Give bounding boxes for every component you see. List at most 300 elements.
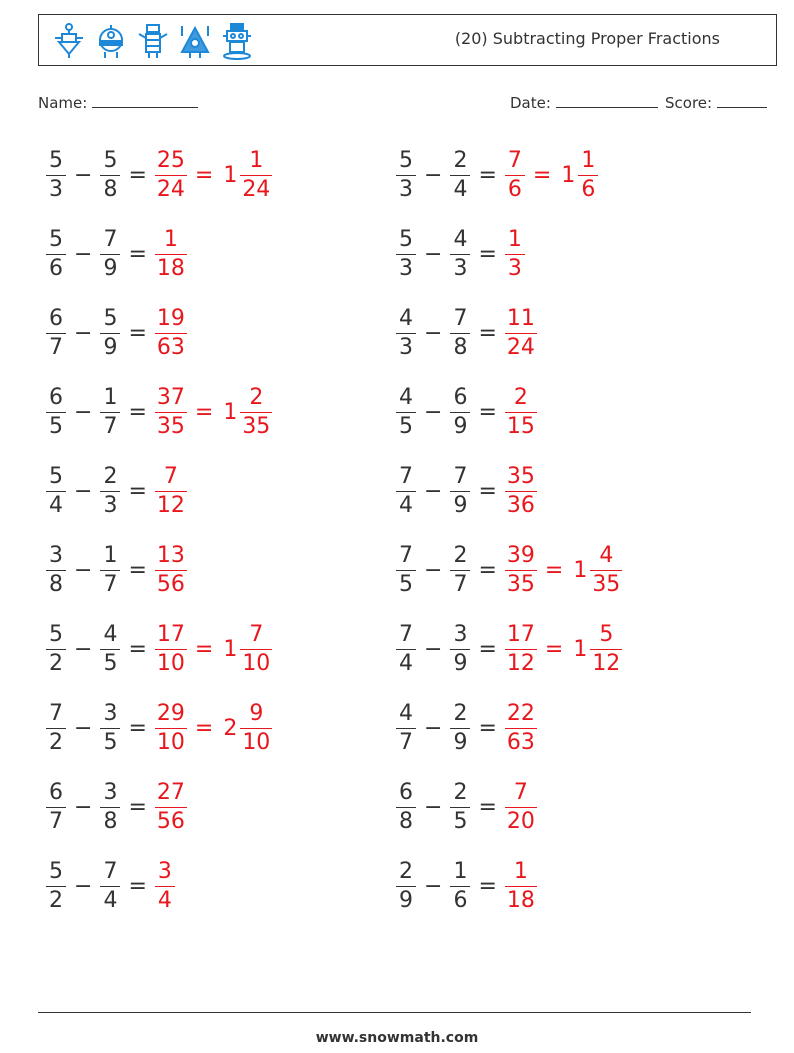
equals-sign: =	[128, 873, 147, 899]
denominator: 35	[156, 413, 185, 439]
numerator: 5	[49, 463, 63, 489]
problem-row	[44, 777, 189, 837]
denominator: 9	[100, 254, 120, 280]
numerator: 1	[249, 147, 264, 173]
name-line	[92, 93, 198, 108]
numerator: 11	[506, 305, 535, 331]
denominator: 4	[450, 175, 470, 201]
denominator: 4	[396, 649, 416, 675]
denominator: 6	[578, 175, 598, 201]
equals-sign: =	[128, 320, 147, 346]
whole-number: 1	[561, 162, 576, 188]
equals-sign: =	[478, 794, 497, 820]
problem-row	[44, 619, 274, 679]
problem-row	[394, 540, 624, 600]
numerator: 9	[249, 700, 264, 726]
denominator: 7	[46, 807, 66, 833]
fraction	[155, 463, 187, 518]
equals-sign: =	[478, 557, 497, 583]
minus-sign: −	[74, 794, 93, 820]
numerator: 5	[49, 226, 63, 252]
numerator: 4	[399, 384, 413, 410]
numerator: 29	[156, 700, 185, 726]
numerator: 5	[49, 147, 63, 173]
denominator: 5	[46, 412, 66, 438]
equals-sign: =	[478, 478, 497, 504]
worksheet-title: (20) Subtracting Proper Fractions	[454, 29, 720, 48]
whole-number: 2	[223, 715, 238, 741]
worksheet-header	[38, 14, 777, 66]
minus-sign: −	[74, 636, 93, 662]
denominator: 24	[506, 334, 535, 360]
fraction	[100, 463, 120, 518]
fraction	[155, 305, 187, 360]
equals-sign: =	[194, 162, 214, 188]
fraction	[396, 542, 416, 597]
numerator: 7	[49, 700, 63, 726]
minus-sign: −	[424, 320, 443, 346]
fraction	[578, 147, 598, 202]
fraction	[396, 858, 416, 913]
whole-number: 1	[573, 557, 588, 583]
fraction	[46, 542, 66, 597]
numerator: 1	[103, 542, 118, 568]
minus-sign: −	[424, 162, 443, 188]
fraction	[396, 384, 416, 439]
denominator: 8	[100, 807, 120, 833]
numerator: 5	[49, 621, 63, 647]
denominator: 9	[450, 728, 470, 754]
problem-row	[394, 856, 539, 916]
fraction	[155, 700, 187, 755]
numerator: 7	[103, 858, 118, 884]
fraction	[100, 147, 120, 202]
denominator: 12	[156, 492, 185, 518]
score-label: Score:	[665, 94, 713, 112]
numerator: 17	[156, 621, 185, 647]
denominator: 12	[592, 650, 621, 676]
problem-row	[394, 698, 539, 758]
fraction	[396, 226, 416, 281]
denominator: 9	[450, 491, 470, 517]
numerator: 1	[507, 226, 522, 252]
numerator: 7	[399, 621, 413, 647]
numerator: 1	[581, 147, 596, 173]
equals-sign: =	[544, 636, 564, 662]
fraction	[590, 621, 622, 676]
numerator: 5	[599, 621, 614, 647]
robot-2-icon	[95, 22, 127, 60]
equals-sign: =	[478, 873, 497, 899]
numerator: 3	[49, 542, 63, 568]
numerator: 6	[49, 305, 63, 331]
numerator: 2	[453, 147, 468, 173]
fraction	[396, 463, 416, 518]
equals-sign: =	[128, 162, 147, 188]
numerator: 27	[156, 779, 185, 805]
numerator: 7	[103, 226, 118, 252]
problem-row	[394, 303, 539, 363]
denominator: 10	[156, 729, 185, 755]
denominator: 10	[242, 729, 271, 755]
answer	[503, 779, 539, 834]
numerator: 3	[157, 858, 172, 884]
denominator: 9	[450, 649, 470, 675]
denominator: 63	[156, 334, 185, 360]
numerator: 6	[49, 384, 63, 410]
denominator: 18	[156, 255, 185, 281]
whole-number: 1	[223, 399, 238, 425]
answer	[503, 621, 624, 676]
minus-sign: −	[424, 715, 443, 741]
denominator: 3	[396, 254, 416, 280]
numerator: 4	[399, 305, 413, 331]
numerator: 7	[453, 463, 468, 489]
denominator: 2	[46, 649, 66, 675]
denominator: 5	[396, 570, 416, 596]
denominator: 9	[100, 333, 120, 359]
minus-sign: −	[74, 557, 93, 583]
numerator: 6	[453, 384, 468, 410]
numerator: 3	[103, 779, 118, 805]
equals-sign: =	[128, 478, 147, 504]
fraction	[505, 147, 525, 202]
equals-sign: =	[478, 320, 497, 346]
fraction	[450, 384, 470, 439]
denominator: 20	[506, 808, 535, 834]
answer	[503, 384, 539, 439]
numerator: 6	[399, 779, 413, 805]
fraction	[590, 542, 622, 597]
answer	[503, 463, 539, 518]
equals-sign: =	[194, 636, 214, 662]
denominator: 3	[396, 175, 416, 201]
fraction	[505, 621, 537, 676]
fraction	[505, 858, 537, 913]
equals-sign: =	[128, 794, 147, 820]
equals-sign: =	[194, 715, 214, 741]
date-label: Date:	[510, 94, 551, 112]
problem-row	[44, 303, 189, 363]
answer	[153, 226, 189, 281]
fraction	[396, 621, 416, 676]
fraction	[450, 305, 470, 360]
denominator: 18	[506, 887, 535, 913]
minus-sign: −	[424, 241, 443, 267]
denominator: 8	[396, 807, 416, 833]
denominator: 4	[155, 886, 175, 912]
fraction	[450, 700, 470, 755]
date-field	[510, 93, 658, 112]
denominator: 3	[450, 254, 470, 280]
score-field	[665, 93, 767, 112]
fraction	[46, 226, 66, 281]
answer	[503, 700, 539, 755]
numerator: 25	[156, 147, 185, 173]
denominator: 9	[396, 886, 416, 912]
problem-row	[394, 619, 624, 679]
denominator: 35	[242, 413, 271, 439]
minus-sign: −	[74, 241, 93, 267]
problem-row	[394, 224, 527, 284]
numerator: 1	[513, 858, 528, 884]
fraction	[505, 463, 537, 518]
numerator: 5	[103, 147, 118, 173]
denominator: 6	[450, 886, 470, 912]
numerator: 4	[453, 226, 468, 252]
date-line	[556, 93, 658, 108]
denominator: 12	[506, 650, 535, 676]
denominator: 36	[506, 492, 535, 518]
fraction	[46, 621, 66, 676]
denominator: 7	[450, 570, 470, 596]
fraction	[450, 226, 470, 281]
problem-row	[394, 382, 539, 442]
numerator: 6	[49, 779, 63, 805]
fraction	[396, 305, 416, 360]
problem-row	[44, 224, 189, 284]
denominator: 8	[46, 570, 66, 596]
fraction	[505, 384, 537, 439]
denominator: 7	[100, 570, 120, 596]
numerator: 37	[156, 384, 185, 410]
fraction	[450, 542, 470, 597]
answer	[153, 621, 274, 676]
equals-sign: =	[128, 715, 147, 741]
fraction	[100, 384, 120, 439]
numerator: 2	[249, 384, 264, 410]
equals-sign: =	[128, 241, 147, 267]
fraction	[46, 147, 66, 202]
numerator: 39	[506, 542, 535, 568]
fraction	[46, 305, 66, 360]
denominator: 4	[46, 491, 66, 517]
problem-row	[44, 540, 189, 600]
minus-sign: −	[74, 715, 93, 741]
denominator: 3	[100, 491, 120, 517]
numerator: 5	[49, 858, 63, 884]
equals-sign: =	[128, 399, 147, 425]
answer	[153, 779, 189, 834]
fraction	[450, 621, 470, 676]
footer-url: www.snowmath.com	[315, 1030, 479, 1046]
fraction	[240, 621, 272, 676]
answer	[503, 858, 539, 913]
robot-3-icon	[137, 22, 169, 60]
fraction	[505, 542, 537, 597]
fraction	[450, 147, 470, 202]
fraction	[100, 542, 120, 597]
fraction	[155, 621, 187, 676]
answer	[503, 305, 539, 360]
fraction	[100, 858, 120, 913]
numerator: 19	[156, 305, 185, 331]
problem-row	[394, 145, 600, 205]
minus-sign: −	[74, 320, 93, 346]
problem-row	[394, 461, 539, 521]
numerator: 3	[453, 621, 468, 647]
answer	[153, 305, 189, 360]
denominator: 5	[100, 728, 120, 754]
numerator: 7	[163, 463, 178, 489]
numerator: 1	[163, 226, 178, 252]
fraction	[396, 147, 416, 202]
numerator: 2	[399, 858, 413, 884]
numerator: 5	[399, 226, 413, 252]
denominator: 24	[156, 176, 185, 202]
denominator: 56	[156, 808, 185, 834]
equals-sign: =	[478, 241, 497, 267]
robot-5-icon	[221, 22, 253, 60]
equals-sign: =	[128, 636, 147, 662]
denominator: 24	[242, 176, 271, 202]
fraction	[46, 463, 66, 518]
fraction	[46, 779, 66, 834]
minus-sign: −	[424, 478, 443, 504]
fraction	[240, 147, 272, 202]
answer	[153, 858, 177, 913]
fraction	[505, 305, 537, 360]
fraction	[100, 226, 120, 281]
whole-number: 1	[573, 636, 588, 662]
minus-sign: −	[74, 873, 93, 899]
fraction	[100, 700, 120, 755]
denominator: 56	[156, 571, 185, 597]
equals-sign: =	[128, 557, 147, 583]
score-line	[717, 93, 767, 108]
numerator: 17	[506, 621, 535, 647]
denominator: 3	[505, 254, 525, 280]
denominator: 5	[396, 412, 416, 438]
name-field	[38, 93, 198, 112]
numerator: 4	[399, 700, 413, 726]
numerator: 35	[506, 463, 535, 489]
numerator: 1	[453, 858, 468, 884]
denominator: 6	[46, 254, 66, 280]
numerator: 22	[506, 700, 535, 726]
problem-row	[44, 382, 274, 442]
answer	[153, 700, 274, 755]
numerator: 2	[453, 700, 468, 726]
whole-number: 1	[223, 636, 238, 662]
robot-1-icon	[53, 22, 85, 60]
numerator: 3	[103, 700, 118, 726]
answer	[153, 542, 189, 597]
fraction	[46, 384, 66, 439]
equals-sign: =	[194, 399, 214, 425]
answer	[153, 384, 274, 439]
fraction	[100, 779, 120, 834]
denominator: 6	[505, 175, 525, 201]
whole-number: 1	[223, 162, 238, 188]
minus-sign: −	[74, 399, 93, 425]
fraction	[505, 226, 525, 281]
fraction	[46, 700, 66, 755]
fraction	[46, 858, 66, 913]
denominator: 35	[506, 571, 535, 597]
fraction	[155, 542, 187, 597]
fraction	[155, 779, 187, 834]
denominator: 3	[46, 175, 66, 201]
minus-sign: −	[424, 794, 443, 820]
denominator: 5	[100, 649, 120, 675]
name-label: Name:	[38, 94, 88, 112]
denominator: 4	[396, 491, 416, 517]
numerator: 2	[513, 384, 528, 410]
fraction	[155, 384, 187, 439]
minus-sign: −	[424, 636, 443, 662]
denominator: 3	[396, 333, 416, 359]
fraction	[100, 621, 120, 676]
problem-row	[44, 856, 177, 916]
fraction	[100, 305, 120, 360]
problem-row	[394, 777, 539, 837]
fraction	[505, 700, 537, 755]
equals-sign: =	[532, 162, 552, 188]
equals-sign: =	[478, 162, 497, 188]
robot-icons	[53, 22, 253, 60]
denominator: 10	[242, 650, 271, 676]
denominator: 7	[396, 728, 416, 754]
fraction	[396, 779, 416, 834]
denominator: 8	[100, 175, 120, 201]
numerator: 7	[399, 542, 413, 568]
numerator: 7	[399, 463, 413, 489]
fraction	[396, 700, 416, 755]
answer	[503, 147, 600, 202]
answer	[153, 147, 274, 202]
numerator: 4	[599, 542, 614, 568]
answer	[503, 542, 624, 597]
numerator: 7	[249, 621, 264, 647]
denominator: 4	[100, 886, 120, 912]
answer	[503, 226, 527, 281]
denominator: 2	[46, 886, 66, 912]
robot-4-icon	[179, 22, 211, 60]
numerator: 13	[156, 542, 185, 568]
denominator: 7	[46, 333, 66, 359]
denominator: 7	[100, 412, 120, 438]
minus-sign: −	[74, 162, 93, 188]
fraction	[240, 384, 272, 439]
numerator: 7	[453, 305, 468, 331]
minus-sign: −	[424, 557, 443, 583]
minus-sign: −	[74, 478, 93, 504]
fraction	[450, 858, 470, 913]
answer	[153, 463, 189, 518]
numerator: 5	[399, 147, 413, 173]
problem-row	[44, 698, 274, 758]
problem-row	[44, 145, 274, 205]
numerator: 1	[103, 384, 118, 410]
denominator: 10	[156, 650, 185, 676]
numerator: 7	[513, 779, 528, 805]
fraction	[450, 779, 470, 834]
numerator: 7	[507, 147, 522, 173]
denominator: 63	[506, 729, 535, 755]
fraction	[505, 779, 537, 834]
minus-sign: −	[424, 399, 443, 425]
equals-sign: =	[478, 715, 497, 741]
fraction	[450, 463, 470, 518]
numerator: 2	[453, 779, 468, 805]
fraction	[240, 700, 272, 755]
fraction	[155, 858, 175, 913]
equals-sign: =	[544, 557, 564, 583]
denominator: 8	[450, 333, 470, 359]
denominator: 15	[506, 413, 535, 439]
denominator: 9	[450, 412, 470, 438]
